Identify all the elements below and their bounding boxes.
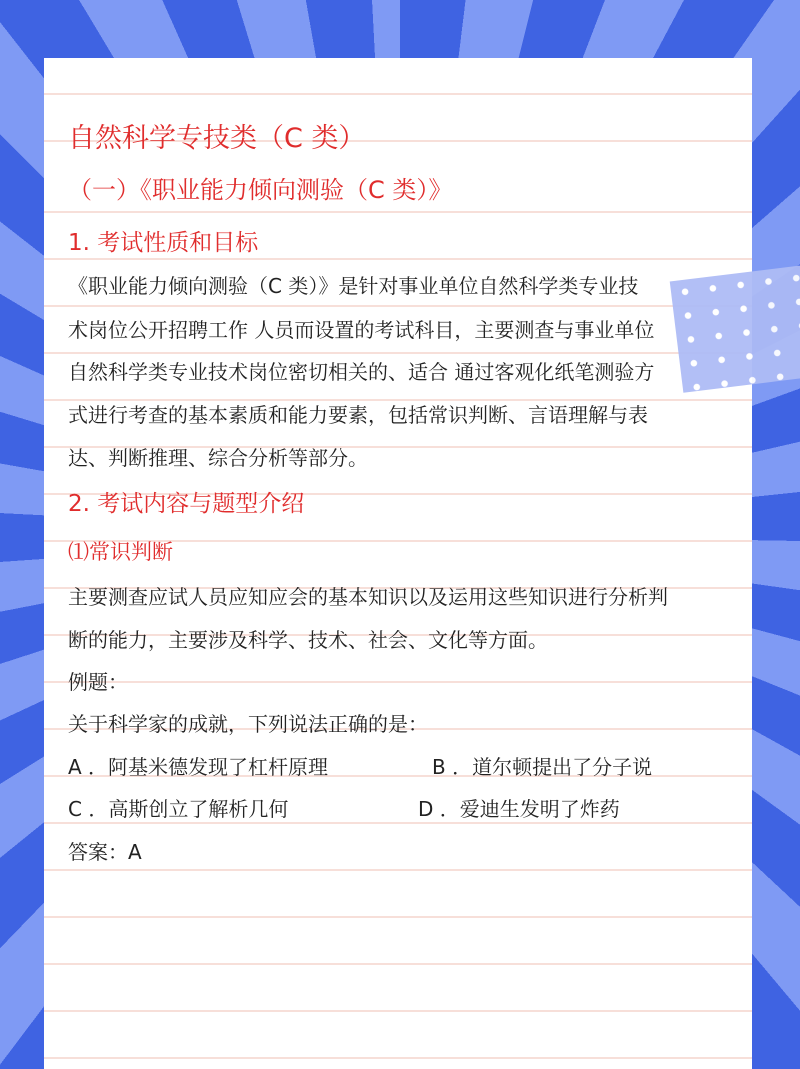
section-1-paragraph-line: 自然科学类专业技术岗位密切相关的、适合 通过客观化纸笔测验方: [68, 360, 655, 384]
answer-text: 答案：A: [68, 840, 142, 864]
section-1-paragraph-line: 达、判断推理、综合分析等部分。: [68, 446, 368, 470]
section-1-paragraph-line: 《职业能力倾向测验（C 类）》是针对事业单位自然科学类专业技: [68, 274, 639, 298]
option-c: C ．高斯创立了解析几何: [68, 797, 289, 821]
subsection-paragraph-line: 主要测查应试人员应知应会的基本知识以及运用这些知识进行分析判: [68, 585, 668, 609]
polka-dot-tape-decoration: [670, 263, 800, 392]
section-2-heading: 2. 考试内容与题型介绍: [68, 491, 305, 517]
option-b: B ．道尔顿提出了分子说: [432, 755, 653, 779]
question-text: 关于科学家的成就，下列说法正确的是：: [68, 712, 428, 736]
section-1-heading: 1. 考试性质和目标: [68, 230, 259, 256]
section-1-paragraph-line: 式进行考查的基本素质和能力要素，包括常识判断、言语理解与表: [68, 403, 648, 427]
subsection-heading: ⑴常识判断: [68, 540, 173, 564]
subsection-paragraph-line: 断的能力，主要涉及科学、技术、社会、文化等方面。: [68, 628, 548, 652]
document-title: 自然科学专技类（C 类）: [68, 123, 366, 154]
example-label: 例题：: [68, 670, 128, 694]
document-subtitle: （一）《职业能力倾向测验（C 类）》: [68, 176, 453, 204]
option-d: D ．爱迪生发明了炸药: [418, 797, 620, 821]
option-a: A ．阿基米德发现了杠杆原理: [68, 755, 329, 779]
section-1-paragraph-line: 术岗位公开招聘工作 人员而设置的考试科目，主要测查与事业单位: [68, 318, 655, 342]
